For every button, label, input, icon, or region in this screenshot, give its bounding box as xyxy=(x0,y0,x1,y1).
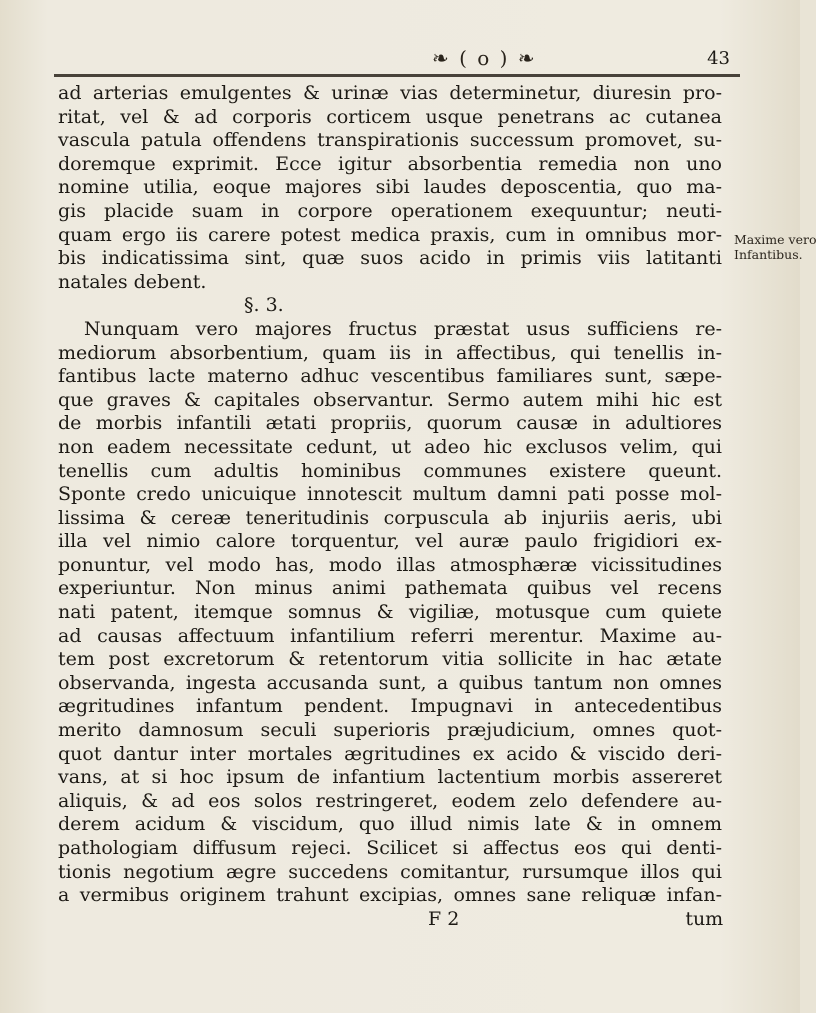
text-line: non eadem necessitate cedunt, ut adeo hic exclusos velim, qui xyxy=(58,435,722,458)
section-heading: §. 3. xyxy=(244,294,284,317)
text-line: tenellis cum adultis hominibus communes existere queunt. xyxy=(58,459,722,482)
text-line: gis placide suam in corpore operationem exequuntur; neuti- xyxy=(58,199,722,222)
text-line: de morbis infantili ætati propriis, quorum causæ in adultiores xyxy=(58,412,722,435)
text-line: ad arterias emulgentes & urinæ vias determinetur, diuresin pro- xyxy=(58,82,722,104)
text-line: a vermibus originem trahunt excipias, omnes sane reliquæ infan- xyxy=(58,884,722,907)
margin-note-line: Maxime vero xyxy=(734,232,816,247)
text-line: illa vel nimio calore torquentur, vel auræ paulo frigidiori ex- xyxy=(58,530,722,553)
text-line: merito damnosum seculi superioris præjudicium, omnes quot- xyxy=(58,719,722,742)
text-line: doremque exprimit. Ecce igitur absorbentia remedia non uno xyxy=(58,152,722,175)
text-line: Nunquam vero majores fructus præstat usus sufficiens re- xyxy=(84,317,722,340)
text-line: Sponte credo unicuique innotescit multum damni pati posse mol- xyxy=(58,483,722,506)
text-line: ad causas affectuum infantilium referri merentur. Maxime au- xyxy=(58,624,722,647)
text-line: que graves & capitales observantur. Sermo autem mihi hic est xyxy=(58,388,722,411)
text-line: vascula patula offendens transpirationis successum promovet, su- xyxy=(58,129,722,152)
text-line: ægritudines infantum pendent. Impugnavi in antecedentibus xyxy=(58,695,722,718)
text-line: natales debent. xyxy=(58,270,207,293)
text-line: ritat, vel & ad corporis corticem usque penetrans ac cutanea xyxy=(58,105,722,128)
text-line: fantibus lacte materno adhuc vescentibus familiares sunt, sæpe- xyxy=(58,365,722,388)
text-line: aliquis, & ad eos solos restringeret, eodem zelo defendere au- xyxy=(58,789,722,812)
body-text xyxy=(58,82,722,931)
page-number: 43 xyxy=(707,48,730,69)
text-line: ponuntur, vel modo has, modo illas atmosphæræ vicissitudines xyxy=(58,553,722,576)
text-line: nomine utilia, eoque majores sibi laudes deposcentia, quo ma- xyxy=(58,176,722,199)
text-line: tem post excretorum & retentorum vitia sollicite in hac ætate xyxy=(58,648,722,671)
text-line: tionis negotium ægre succedens comitantur, rursumque illos qui xyxy=(58,860,722,883)
header-rule xyxy=(54,74,740,77)
text-line: mediorum absorbentium, quam iis in affectibus, qui tenellis in- xyxy=(58,341,722,364)
header-ornament: ❧ ( o ) ❧ xyxy=(432,46,537,70)
catchword: tum xyxy=(685,907,724,930)
text-line: observanda, ingesta accusanda sunt, a quibus tantum non omnes xyxy=(58,671,722,694)
text-line: derem acidum & viscidum, quo illud nimis late & in omnem xyxy=(58,813,722,836)
page-header xyxy=(54,46,744,72)
text-line: vans, at si hoc ipsum de infantium lactentium morbis assereret xyxy=(58,766,722,789)
text-line: pathologiam diffusum rejeci. Scilicet si affectus eos qui denti- xyxy=(58,837,722,859)
signature-mark: F 2 xyxy=(428,907,460,930)
text-line: lissima & cereæ teneritudinis corpuscula ab injuriis aeris, ubi xyxy=(58,506,722,529)
margin-note xyxy=(734,232,816,262)
text-line: quot dantur inter mortales ægritudines ex acido & viscido deri- xyxy=(58,742,722,765)
text-line: nati patent, itemque somnus & vigiliæ, motusque cum quiete xyxy=(58,601,722,624)
signature-line xyxy=(58,908,722,932)
text-line: bis indicatissima sint, quæ suos acido in primis viis latitanti xyxy=(58,247,722,270)
text-line: quam ergo iis carere potest medica praxis, cum in omnibus mor- xyxy=(58,223,722,246)
margin-note-line: Infantibus. xyxy=(734,247,803,262)
text-line: experiuntur. Non minus animi pathemata quibus vel recens xyxy=(58,577,722,600)
